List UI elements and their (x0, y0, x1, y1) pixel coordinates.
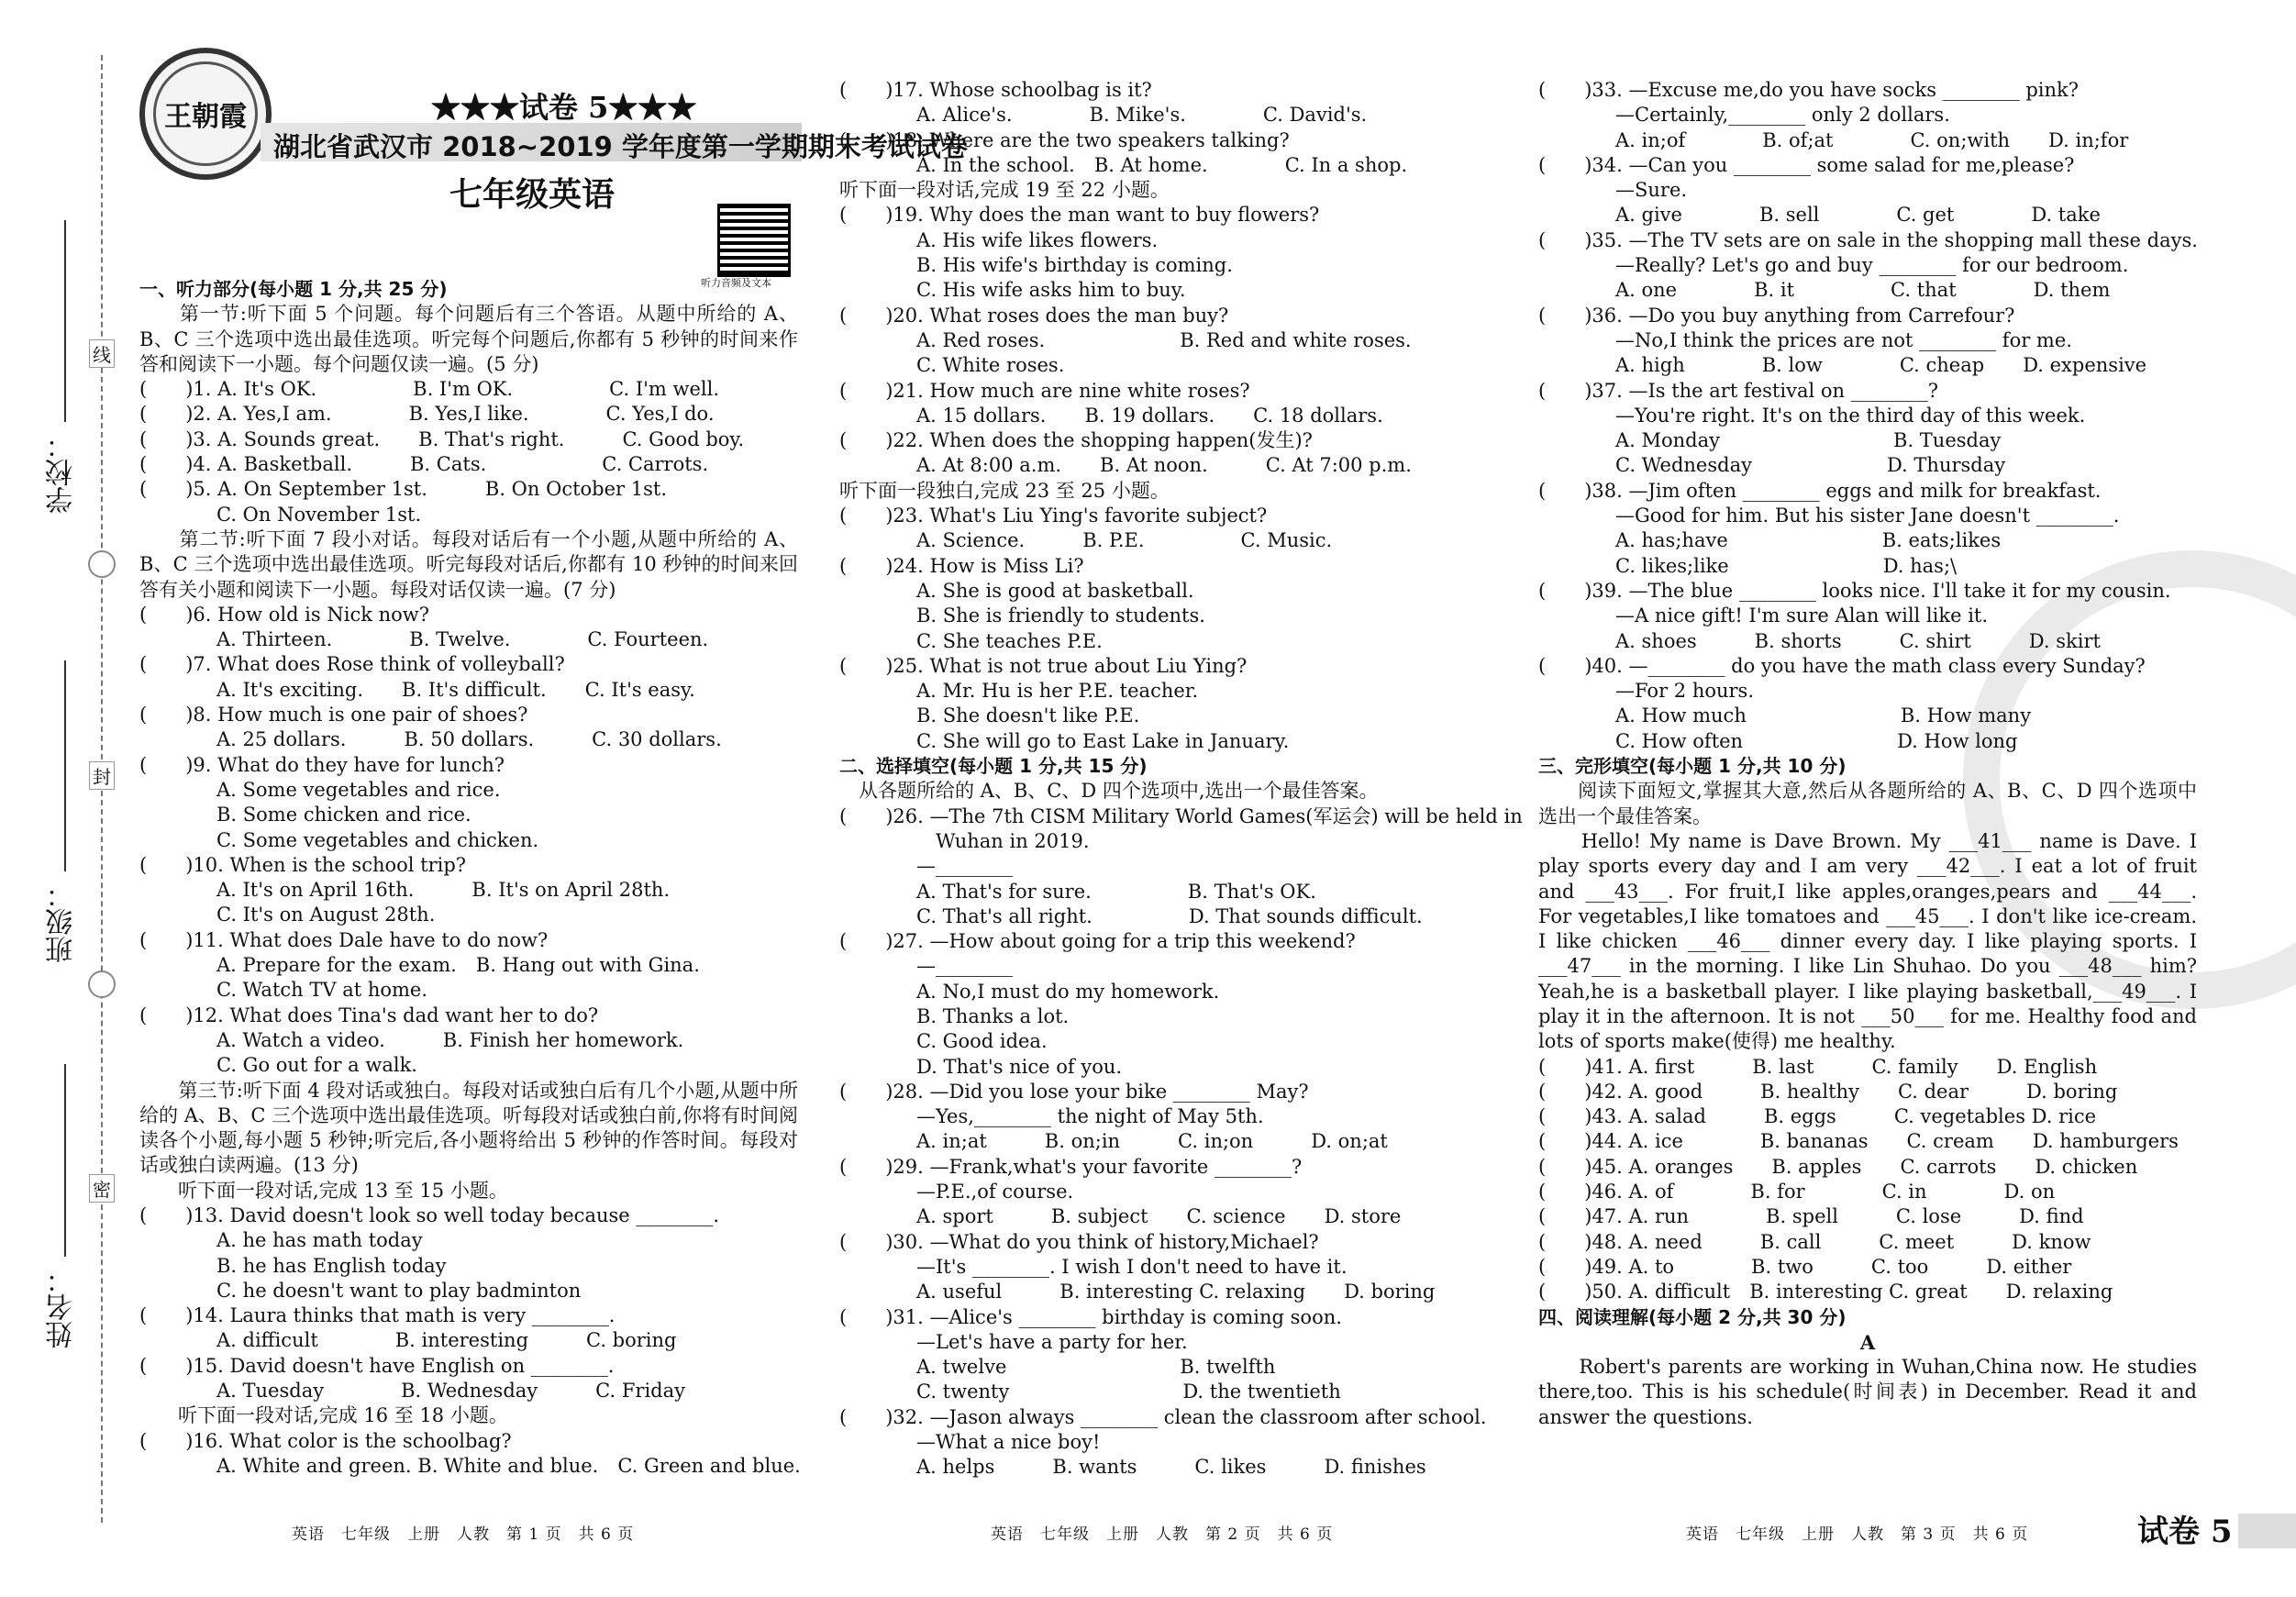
question-line: 听下面一段独白,完成 23 至 25 小题。 (839, 479, 1170, 502)
question-line: ( )46. A. of B. for C. in D. on (1538, 1181, 2056, 1203)
question-line: ( )38. —Jim often ________ eggs and milk for breakfast. (1538, 479, 2102, 502)
question-line: A. Watch a video. B. Finish her homework. (139, 1028, 684, 1051)
question-line: C. Wednesday D. Thursday (1538, 454, 2006, 477)
question-line: ( )26. —The 7th CISM Military World Games(军运会) will be held in (839, 804, 1523, 827)
question-line: —It's ________. I wish I don't need to have it. (839, 1255, 1348, 1278)
footer-exam-tag: 试卷 5 (2137, 1514, 2233, 1550)
question-line: A. Tuesday B. Wednesday C. Friday (139, 1380, 685, 1403)
question-line: ( )9. What do they have for lunch? (139, 753, 505, 776)
question-line: A. She is good at basketball. (839, 579, 1194, 602)
question-line: ( )1. A. It's OK. B. I'm OK. C. I'm well. (139, 378, 720, 401)
question-line: ( )37. —Is the art festival on ________? (1538, 379, 1938, 402)
question-line: A. he has math today (139, 1229, 423, 1252)
question-line: ( )31. —Alice's ________ birthday is coming soon. (839, 1305, 1342, 1328)
question-line: B. She doesn't like P.E. (839, 704, 1140, 727)
question-line: C. It's on August 28th. (139, 904, 436, 926)
question-line: —No,I think the prices are not ________ for me. (1538, 328, 2072, 351)
seal-char-xian: 线 (89, 339, 115, 368)
punch-hole-icon (88, 550, 116, 578)
punch-hole-icon (88, 970, 116, 998)
question-line: —You're right. It's on the third day of this week. (1538, 404, 2086, 427)
question-line: ( )24. How is Miss Li? (839, 554, 1084, 577)
section-heading: 三、完形填空(每小题 1 分,共 10 分) (1538, 755, 1847, 778)
question-line: A. Thirteen. B. Twelve. C. Fourteen. (139, 628, 709, 651)
question-line: A. At 8:00 a.m. B. At noon. C. At 7:00 p.m. (839, 454, 1412, 477)
question-line: ( )45. A. oranges B. apples C. carrots D. chicken (1538, 1155, 2138, 1178)
question-line: C. That's all right. D. That sounds difficult. (839, 904, 1423, 927)
exam-number: ★★★试卷 5★★★ (431, 90, 697, 125)
question-line: B. Thanks a lot. (839, 1004, 1070, 1027)
question-line: ( )10. When is the school trip? (139, 853, 467, 876)
question-line: A. In the school. B. At home. C. In a shop. (839, 153, 1408, 176)
question-line: —Certainly,________ only 2 dollars. (1538, 104, 1950, 127)
question-line: ( )21. How much are nine white roses? (839, 379, 1250, 402)
question-line: A. Science. B. P.E. C. Music. (839, 529, 1333, 552)
question-line: A. high B. low C. cheap D. expensive (1538, 354, 2147, 377)
question-line: —Let's have a party for her. (839, 1330, 1188, 1353)
question-line: C. His wife asks him to buy. (839, 279, 1186, 302)
question-line: ( )42. A. good B. healthy C. dear D. boring (1538, 1080, 2118, 1103)
question-line: A. His wife likes flowers. (839, 228, 1159, 251)
question-line: —What a nice boy! (839, 1431, 1101, 1454)
question-line: ( )44. A. ice B. bananas C. cream D. hamburgers (1538, 1130, 2179, 1153)
class-label: 班级： (46, 881, 78, 963)
question-line: A. sport B. subject C. science D. store (839, 1205, 1402, 1228)
question-line: ( )32. —Jason always ________ clean the classroom after school. (839, 1405, 1487, 1428)
paragraph: Robert's parents are working in Wuhan,China now. He studies there,too. This is his schedule(时间表) in December. Read it and answer the questions. (1538, 1356, 2197, 1428)
question-line: B. he has English today (139, 1254, 447, 1277)
question-line: C. Go out for a walk. (139, 1054, 417, 1077)
question-line: —Sure. (1538, 179, 1688, 202)
question-line: A. 25 dollars. B. 50 dollars. C. 30 dollars. (139, 728, 722, 751)
page1-footer: 英语 七年级 上册 人教 第 1 页 共 6 页 (292, 1525, 635, 1544)
question-line: A. give B. sell C. get D. take (1538, 204, 2101, 227)
question-line: A. Prepare for the exam. B. Hang out with Gina. (139, 954, 700, 977)
qr-caption: 听力音频及文本 (701, 277, 771, 289)
question-line: ( )36. —Do you buy anything from Carrefour? (1538, 304, 2015, 327)
question-line: ( )7. What does Rose think of volleyball? (139, 653, 565, 676)
question-line: ( )14. Laura thinks that math is very ________. (139, 1304, 616, 1327)
question-line: ( )49. A. to B. two C. too D. either (1538, 1255, 2072, 1278)
question-line: C. twenty D. the twentieth (839, 1381, 1341, 1403)
question-line: ( )35. —The TV sets are on sale in the shopping mall these days. (1538, 228, 2198, 251)
question-line: —Yes,________ the night of May 5th. (839, 1105, 1264, 1128)
question-line: —________ (839, 955, 1013, 978)
question-line: Wuhan in 2019. (839, 829, 1090, 852)
question-line: 听下面一段对话,完成 13 至 15 小题。 (139, 1179, 508, 1202)
question-line: ( )13. David doesn't look so well today because ________. (139, 1203, 720, 1226)
question-line: A. in;at B. on;in C. in;on D. on;at (839, 1130, 1388, 1153)
question-line: ( )30. —What do you think of history,Michael? (839, 1230, 1319, 1253)
question-line: 听下面一段对话,完成 19 至 22 小题。 (839, 179, 1170, 202)
name-label: 姓名： (46, 1266, 78, 1348)
exam-title: 湖北省武汉市 2018~2019 学年度第一学期期末考试试卷 (273, 131, 968, 162)
question-line: ( )19. Why does the man want to buy flowers? (839, 204, 1320, 227)
question-line: A. Monday B. Tuesday (1538, 429, 2002, 452)
question-line: —P.E.,of course. (839, 1181, 1074, 1203)
question-line: B. Some chicken and rice. (139, 804, 471, 826)
paragraph: 第一节:听下面 5 个问题。每个问题后有三个答语。从题中所给的 A、B、C 三个选项中选出最佳选项。听完每个问题后,你都有 5 秒钟的时间来作答和阅读下一小题。每个问题仅读一遍。(5 分) (139, 303, 798, 375)
subject-title: 七年级英语 (449, 176, 616, 214)
question-line: A. How much B. How many (1538, 704, 2032, 727)
question-line: B. His wife's birthday is coming. (839, 254, 1233, 277)
question-line: A. useful B. interesting C. relaxing D. boring (839, 1281, 1436, 1303)
question-line: C. She will go to East Lake in January. (839, 729, 1290, 752)
logo-text: 王朝霞 (153, 61, 258, 166)
question-line: A. shoes B. shorts C. shirt D. skirt (1538, 629, 2101, 652)
section-heading: 二、选择填空(每小题 1 分,共 15 分) (839, 755, 1148, 778)
class-field[interactable] (64, 660, 66, 871)
question-line: ( )40. —________ do you have the math class every Sunday? (1538, 654, 2146, 677)
section-heading: 四、阅读理解(每小题 2 分,共 30 分) (1538, 1305, 1847, 1328)
question-line: ( )3. A. Sounds great. B. That's right. C. Good boy. (139, 427, 745, 450)
page3-column (1538, 78, 2197, 1430)
question-line: ( )15. David doesn't have English on ________. (139, 1354, 615, 1377)
question-line: ( )11. What does Dale have to do now? (139, 928, 549, 951)
question-line: A. one B. it C. that D. them (1538, 279, 2111, 302)
page2-column (839, 78, 1523, 1481)
question-line: A. No,I must do my homework. (839, 980, 1220, 1003)
page1-column (139, 277, 801, 1479)
question-line: —A nice gift! I'm sure Alan will like it. (1538, 604, 1989, 627)
question-line: A. It's on April 16th. B. It's on April 28th. (139, 879, 671, 902)
question-line: ( )20. What roses does the man buy? (839, 304, 1229, 327)
publisher-logo (139, 48, 272, 180)
question-line: ( )47. A. run B. spell C. lose D. find (1538, 1205, 2084, 1228)
question-line: ( )6. How old is Nick now? (139, 603, 430, 626)
question-line: C. Watch TV at home. (139, 979, 428, 1002)
question-line: ( )16. What color is the schoolbag? (139, 1429, 512, 1452)
question-line: C. likes;like D. has;\ (1538, 554, 1958, 577)
question-line: ( )2. A. Yes,I am. B. Yes,I like. C. Yes,I do. (139, 403, 715, 426)
question-line: ( )39. —The blue ________ looks nice. I'll take it for my cousin. (1538, 579, 2171, 602)
binding-strip (0, 0, 128, 1597)
question-line: ( )43. A. salad B. eggs C. vegetables D. rice (1538, 1105, 2097, 1128)
school-field[interactable] (64, 220, 66, 422)
question-line: ( )33. —Excuse me,do you have socks ________ pink? (1538, 79, 2079, 101)
qr-code-icon[interactable] (717, 204, 791, 277)
question-line: —For 2 hours. (1538, 680, 1754, 703)
question-line: C. She teaches P.E. (839, 629, 1103, 652)
question-line: —________ (839, 855, 1013, 878)
question-line: A. helps B. wants C. likes D. finishes (839, 1456, 1426, 1479)
question-line: ( )25. What is not true about Liu Ying? (839, 654, 1248, 677)
question-line: ( )41. A. first B. last C. family D. English (1538, 1055, 2098, 1078)
question-line: A. Some vegetables and rice. (139, 778, 501, 801)
question-line: ( )12. What does Tina's dad want her to do? (139, 1004, 599, 1026)
question-line: A. Alice's. B. Mike's. C. David's. (839, 104, 1368, 127)
question-line: C. On November 1st. (139, 503, 422, 526)
question-line: ( )4. A. Basketball. B. Cats. C. Carrots. (139, 453, 709, 476)
question-line: ( )29. —Frank,what's your favorite ________? (839, 1155, 1303, 1178)
question-line: A. Red roses. B. Red and white roses. (839, 328, 1412, 351)
page2-footer: 英语 七年级 上册 人教 第 2 页 共 6 页 (991, 1525, 1334, 1544)
question-line: ( )34. —Can you ________ some salad for me,please? (1538, 153, 2075, 176)
paragraph: 第三节:听下面 4 段对话或独白。每段对话或独白后有几个小题,从题中所给的 A、B、C 三个选项中选出最佳选项。听每段对话或独白前,你将有时间阅读各个小题,每小题 5 秒钟;听完后,各小题将给出 5 秒钟的作答时间。每段对话或独白读两遍。(13 分) (139, 1079, 798, 1177)
question-line: A. difficult B. interesting C. boring (139, 1329, 677, 1352)
question-line: 从各题所给的 A、B、C、D 四个选项中,选出一个最佳答案。 (839, 780, 1379, 803)
section-heading: 一、听力部分(每小题 1 分,共 25 分) (139, 278, 448, 300)
question-line: A. It's exciting. B. It's difficult. C. It's easy. (139, 678, 695, 701)
question-line: ( )48. A. need B. call C. meet D. know (1538, 1230, 2091, 1253)
question-line: ( )23. What's Liu Ying's favorite subject? (839, 505, 1268, 527)
question-line: ( )17. Whose schoolbag is it? (839, 79, 1152, 101)
question-line: ( )18. Where are the two speakers talking? (839, 128, 1290, 151)
question-line: ( )27. —How about going for a trip this weekend? (839, 930, 1356, 953)
question-line: ( )5. A. On September 1st. B. On October 1st. (139, 478, 667, 501)
question-line: ( )50. A. difficult B. interesting C. great D. relaxing (1538, 1281, 2113, 1303)
question-line: ( )28. —Did you lose your bike ________ May? (839, 1080, 1309, 1103)
seal-char-feng: 封 (89, 761, 115, 790)
question-line: 听下面一段对话,完成 16 至 18 小题。 (139, 1404, 508, 1427)
question-line: A. White and green. B. White and blue. C. Green and blue. (139, 1454, 801, 1477)
school-label: 学校： (46, 431, 78, 514)
question-line: C. How often D. How long (1538, 729, 2018, 752)
footer-corner-bar (2238, 1514, 2296, 1548)
question-line: A. 15 dollars. B. 19 dollars. C. 18 dollars. (839, 404, 1383, 427)
question-line: C. Good idea. (839, 1030, 1048, 1053)
seal-char-mi: 密 (89, 1174, 115, 1203)
paragraph: 阅读下面短文,掌握其大意,然后从各题所给的 A、B、C、D 四个选项中选出一个最佳答案。 (1538, 780, 2197, 827)
page3-footer: 英语 七年级 上册 人教 第 3 页 共 6 页 (1686, 1525, 2029, 1544)
question-line: C. Some vegetables and chicken. (139, 828, 539, 851)
question-line: —Really? Let's go and buy ________ for our bedroom. (1538, 254, 2129, 277)
question-line: C. White roses. (839, 354, 1065, 377)
name-field[interactable] (64, 1064, 66, 1257)
question-line: A. twelve B. twelfth (839, 1356, 1276, 1379)
question-line: —Good for him. But his sister Jane doesn't ________. (1538, 505, 2120, 527)
question-line: A. Mr. Hu is her P.E. teacher. (839, 680, 1199, 703)
paragraph: 第二节:听下面 7 段小对话。每段对话后有一个小题,从题中所给的 A、B、C 三个选项中选出最佳选项。听完每段对话后,你都有 10 秒钟的时间来回答有关小题和阅读下一小题。每段对话仅读一遍。(7 分) (139, 527, 798, 601)
question-line: A (1859, 1330, 1876, 1354)
question-line: A. has;have B. eats;likes (1538, 529, 2002, 552)
question-line: A. That's for sure. B. That's OK. (839, 880, 1316, 903)
question-line: C. he doesn't want to play badminton (139, 1279, 582, 1302)
paragraph: Hello! My name is Dave Brown. My ___41___ name is Dave. I play sports every day and I am very ___42___. I eat a lot of fruit and ___43___. For fruit,I like apples,oranges,pears and ___44___. For vegetables,I like tomatoes and ___45___. I don't like ice-cream. I like chicken ___46___ dinner every day. I like playing sports. I ___47___ in the morning. I like Lin Shuhao. Do you ___48___ him? Yeah,he is a basketball player. I like playing basketball,___49___. I play it in the afternoon. It is not ___50___ for me. Healthy food and lots of sports make(使得) me healthy. (1538, 829, 2197, 1053)
question-line: A. in;of B. of;at C. on;with D. in;for (1538, 128, 2129, 151)
question-line: B. She is friendly to students. (839, 604, 1205, 627)
question-line: ( )22. When does the shopping happen(发生)? (839, 429, 1313, 452)
question-line: D. That's nice of you. (839, 1055, 1123, 1078)
question-line: ( )8. How much is one pair of shoes? (139, 704, 528, 726)
